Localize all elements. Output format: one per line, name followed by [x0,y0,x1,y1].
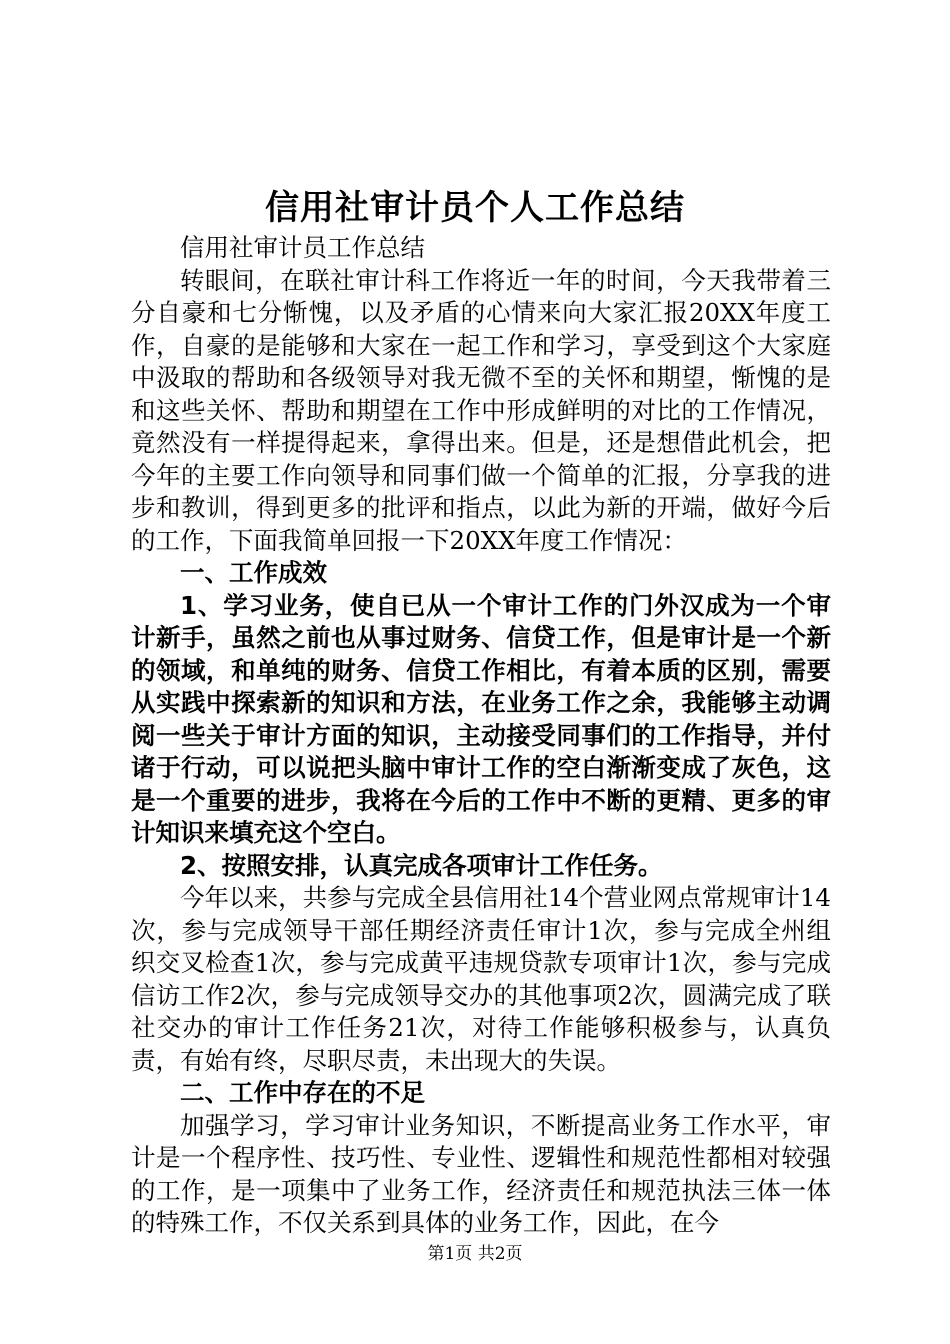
document-title: 信用社审计员个人工作总结 [265,188,685,228]
section-heading-shortcomings: 二、工作中存在的不足 [180,1078,425,1107]
paragraph-shortcomings: 加强学习，学习审计业务知识，不断提高业务工作水平，审计是一个程序性、技巧性、专业性、逻辑性和规范性都相对较强的工作，是一项集中了业务工作，经济责任和规范执法三体一体的特殊工作，不仅关系到具体的业务工作，因此，在今 [131,1110,831,1237]
paragraph-tasks-detail: 今年以来，共参与完成全县信用社14个营业网点常规审计14次，参与完成领导干部任期经济责任审计1次，参与完成全州组织交叉检查1次，参与完成黄平违规贷款专项审计1次，参与完成信访工作2次，参与完成领导交办的其他事项2次，圆满完成了联社交办的审计工作任务21次，对待工作能够积极参与，认真负责，有始有终，尽职尽责，未出现大的失误。 [131,883,831,1075]
document-body [131,232,831,1240]
paragraph-subtitle: 信用社审计员工作总结 [180,233,425,262]
paragraph-intro: 转眼间，在联社审计科工作将近一年的时间，今天我带着三分自豪和七分惭愧，以及矛盾的心情来向大家汇报20XX年度工作，自豪的是能够和大家在一起工作和学习，享受到这个大家庭中汲取的帮助和各级领导对我无微不至的关怀和期望，惭愧的是和这些关怀、帮助和期望在工作中形成鲜明的对比的工作情况，竟然没有一样提得起来，拿得出来。但是，还是想借此机会，把今年的主要工作向领导和同事们做一个简单的汇报，分享我的进步和教训，得到更多的批评和指点，以此为新的开端，做好今后的工作，下面我简单回报一下20XX年度工作情况： [131,265,831,555]
paragraph-learning: 1、学习业务，使自已从一个审计工作的门外汉成为一个审计新手，虽然之前也从事过财务、信贷工作，但是审计是一个新的领域，和单纯的财务、信贷工作相比，有着本质的区别，需要从实践中探索新的知识和方法，在业务工作之余，我能够主动调阅一些关于审计方面的知识，主动接受同事们的工作指导，并付诸于行动，可以说把头脑中审计工作的空白渐渐变成了灰色，这是一个重要的进步，我将在今后的工作中不断的更精、更多的审计知识来填充这个空白。 [131,590,831,847]
paragraph-tasks-heading: 2、按照安排，认真完成各项审计工作任务。 [180,850,663,880]
section-heading-achievements: 一、工作成效 [180,558,327,587]
page-footer: 第1页 共2页 [427,1244,523,1264]
